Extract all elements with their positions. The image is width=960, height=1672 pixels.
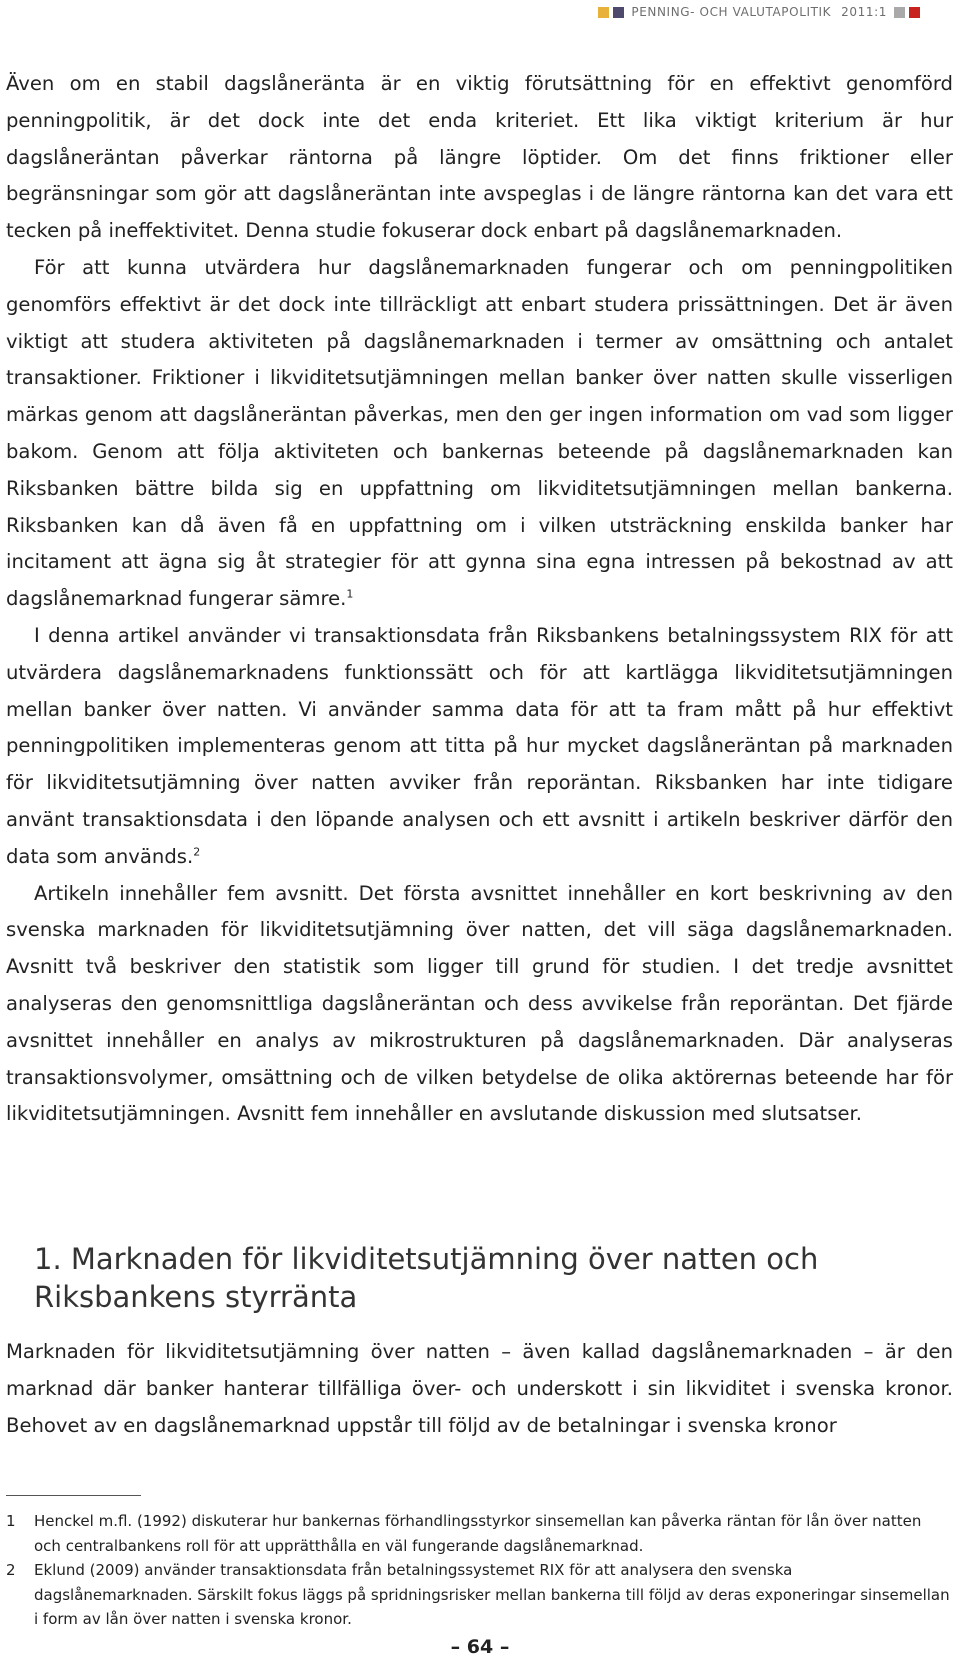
body-text bbox=[6, 66, 953, 1133]
issue-number: 2011:1 bbox=[841, 5, 887, 19]
running-header bbox=[598, 2, 920, 22]
grey-square-icon bbox=[894, 7, 905, 18]
footnote bbox=[6, 1558, 953, 1632]
publication-title: PENNING- OCH VALUTAPOLITIK bbox=[631, 5, 832, 19]
section-heading: 1. Marknaden för likviditetsutjämning över natten och Riksbankens styrränta bbox=[34, 1242, 819, 1314]
footnote-number: 2 bbox=[6, 1561, 16, 1579]
paragraph: I denna artikel använder vi transaktionsdata från Riksbankens betalningssystem RIX för att utvärdera dagslånemarknadens funktionssätt och för att kartlägga likviditetsutjämningen mellan banker över natten. Vi använder samma data för att ta fram mått på hur effektivt penningpolitiken implementeras genom att titta på hur mycket dagslåneräntan på marknaden för likviditetsutjämning över natten avviker från reporäntan. Riksbanken har inte tidigare använt transaktionsdata i den löpande analysen och ett avsnitt i artikeln beskriver därför den data som används.$^2$ bbox=[6, 623, 953, 868]
red-square-icon bbox=[909, 7, 920, 18]
footnote-ref[interactable]: 1 bbox=[346, 587, 354, 601]
page-number: – 64 – bbox=[450, 1636, 510, 1658]
footnote bbox=[6, 1509, 953, 1558]
footnote-text: Eklund (2009) använder transaktionsdata från betalningssystemet RIX för att analysera den svenska dagslånemarknaden. Särskilt fokus läggs på spridningsrisker mellan bankerna till följd av deras exponeringar sinsemellan i form av lån över natten i svenska kronor. bbox=[34, 1561, 950, 1628]
footnotes bbox=[6, 1509, 953, 1632]
paragraph: Marknaden för likviditetsutjämning över natten – även kallad dagslånemarknaden – är den marknad där banker hanterar tillfälliga över- och underskott i sin likviditet i svenska kronor. Behovet av en dagslånemarknad uppstår till följd av de betalningar i svenska kronor bbox=[6, 1340, 953, 1437]
footnote-text: Henckel m.fl. (1992) diskuterar hur bankernas förhandlingsstyrkor sinsemellan kan påverka räntan för lån över natten och centralbankens roll för att upprätthålla en väl fungerande dagslånemarknad. bbox=[34, 1512, 922, 1555]
footnote-divider bbox=[6, 1495, 141, 1496]
paragraph: För att kunna utvärdera hur dagslånemarknaden fungerar och om penningpolitiken genomförs effektivt är det dock inte tillräckligt att enbart studera prissättningen. Det är även viktigt att studera aktiviteten på dagslånemarknaden i termer av omsättning och antalet transaktioner. Friktioner i likviditetsutjämningen mellan banker över natten skulle visserligen märkas genom att dagslåneräntan påverkas, men den ger ingen information om vad som ligger bakom. Genom att följa aktiviteten och bankernas beteende på dagslånemarknaden kan Riksbanken bättre bilda sig en uppfattning om likviditetsutjämningen mellan bankerna. Riksbanken kan då även få en uppfattning om i vilken utsträckning enskilda banker har incitament att ägna sig åt strategier för att gynna sina egna intressen på bekostnad av att dagslånemarknad fungerar sämre.$^1$ bbox=[6, 255, 953, 611]
footnote-number: 1 bbox=[6, 1512, 16, 1530]
section-body bbox=[6, 1334, 953, 1444]
footnote-ref[interactable]: 2 bbox=[193, 845, 201, 859]
gold-square-icon bbox=[598, 7, 609, 18]
paragraph: Artikeln innehåller fem avsnitt. Det första avsnittet innehåller en kort beskrivning av den svenska marknaden för likviditetsutjämning över natten, det vill säga dagslånemarknaden. Avsnitt två beskriver den statistik som ligger till grund för studien. I det tredje avsnittet analyseras den genomsnittliga dagslåneräntan och dess avvikelse från reporäntan. Det fjärde avsnittet innehåller en analys av mikrostrukturen på dagslånemarknaden. Där analyseras transaktionsvolymer, omsättning och de vilken betydelse de olika aktörernas beteende har för likviditetsutjämningen. Avsnitt fem innehåller en avslutande diskussion med slutsatser. bbox=[6, 881, 953, 1126]
navy-square-icon bbox=[613, 7, 624, 18]
paragraph: Även om en stabil dagslåneränta är en viktig förutsättning för en effektivt genomförd penningpolitik, är det dock inte det enda kriteriet. Ett lika viktigt kriterium är hur dagslåneräntan påverkar räntorna på längre löptider. Om det finns friktioner eller begränsningar som gör att dagslåneräntan inte avspeglas i de längre räntorna kan det vara ett tecken på ineffektivitet. Denna studie fokuserar dock enbart på dagslånemarknaden. bbox=[6, 72, 953, 243]
